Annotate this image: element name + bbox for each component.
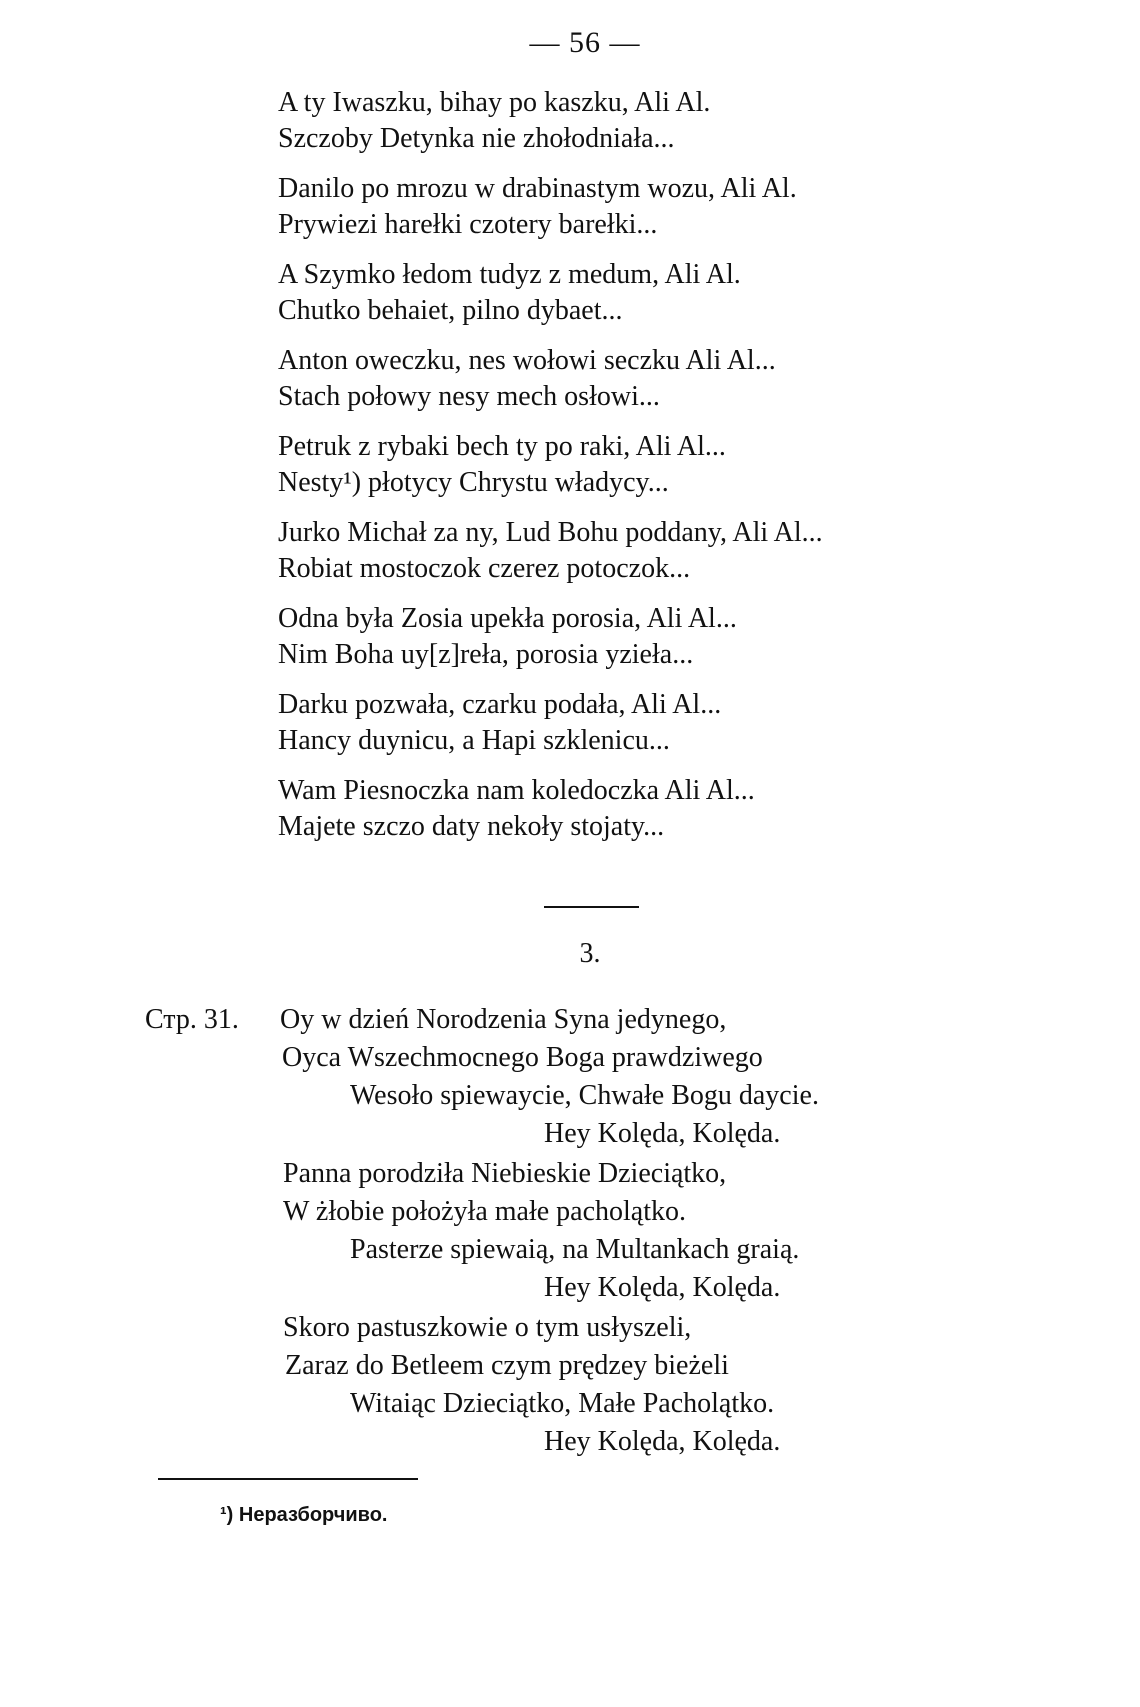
page-number: — 56 — xyxy=(529,26,641,59)
carol-line: Panna porodziła Niebieskie Dzieciątko, xyxy=(283,1158,727,1189)
verse-line: Prywiezi harełki czotery barełki... xyxy=(278,209,658,240)
verse-line: Petruk z rybaki bech ty po raki, Ali Al... xyxy=(278,431,726,462)
verse-line: Chutko behaiet, pilno dybaet... xyxy=(278,295,623,326)
footnote-divider xyxy=(158,1478,418,1480)
stanza xyxy=(278,429,978,501)
carol-refrain: Hey Kolęda, Kolęda. xyxy=(544,1426,781,1457)
verse-line: Hancy duynicu, a Hapi szklenicu... xyxy=(278,725,670,756)
verse-line: A Szymko łedom tudyz z medum, Ali Al. xyxy=(278,259,741,290)
carol-refrain: Hey Kolęda, Kolęda. xyxy=(544,1118,781,1149)
page-reference: Стр. 31. xyxy=(145,1004,239,1035)
verse-line: A ty Iwaszku, bihay po kaszku, Ali Al. xyxy=(278,87,711,118)
footnote: ¹) Неразборчиво. xyxy=(220,1504,388,1526)
stanza xyxy=(278,515,978,587)
verse-line: Szczoby Detynka nie zhołodniała... xyxy=(278,123,675,154)
stanza xyxy=(278,257,978,329)
verse-line: Nim Boha uy[z]reła, porosia yzieła... xyxy=(278,639,694,670)
carol-line: Pasterze spiewaią, na Multankach graią. xyxy=(350,1234,800,1265)
stanza xyxy=(278,343,978,415)
section-divider xyxy=(544,906,639,908)
verse-line: Danilo po mrozu w drabinastym wozu, Ali Al. xyxy=(278,173,797,204)
carol-line: Oyca Wszechmocnego Boga prawdziwego xyxy=(282,1042,763,1073)
stanza xyxy=(278,601,978,673)
carol-line: Witaiąc Dzieciątko, Małe Pacholątko. xyxy=(350,1388,775,1419)
verse-line: Stach połowy nesy mech osłowi... xyxy=(278,381,660,412)
carol-line: Oy w dzień Norodzenia Syna jedynego, xyxy=(280,1004,727,1035)
stanza xyxy=(278,773,978,845)
verse-line: Wam Piesnoczka nam koledoczka Ali Al... xyxy=(278,775,755,806)
stanza xyxy=(278,687,978,759)
section-number: 3. xyxy=(579,938,601,969)
verse-line: Jurko Michał za ny, Lud Bohu poddany, Ali Al... xyxy=(278,517,823,548)
verse-line: Anton oweczku, nes wołowi seczku Ali Al... xyxy=(278,345,776,376)
verse-line: Robiat mostoczok czerez potoczok... xyxy=(278,553,691,584)
carol-line: W żłobie położyła małe pacholątko. xyxy=(283,1196,687,1227)
stanza xyxy=(278,85,978,157)
verse-line: Odna była Zosia upekła porosia, Ali Al... xyxy=(278,603,737,634)
verse-line: Nesty¹) płotycy Chrystu władycy... xyxy=(278,467,669,498)
carol-line: Wesoło spiewaycie, Chwałe Bogu daycie. xyxy=(350,1080,819,1111)
verse-line: Darku pozwała, czarku podała, Ali Al... xyxy=(278,689,722,720)
verse-line: Majete szczo daty nekoły stojaty... xyxy=(278,811,665,842)
verse-block xyxy=(278,85,978,859)
carol-line: Zaraz do Betleem czym prędzey bieżeli xyxy=(285,1350,729,1381)
carol-refrain: Hey Kolęda, Kolęda. xyxy=(544,1272,781,1303)
carol-line: Skoro pastuszkowie o tym usłyszeli, xyxy=(283,1312,692,1343)
stanza xyxy=(278,171,978,243)
